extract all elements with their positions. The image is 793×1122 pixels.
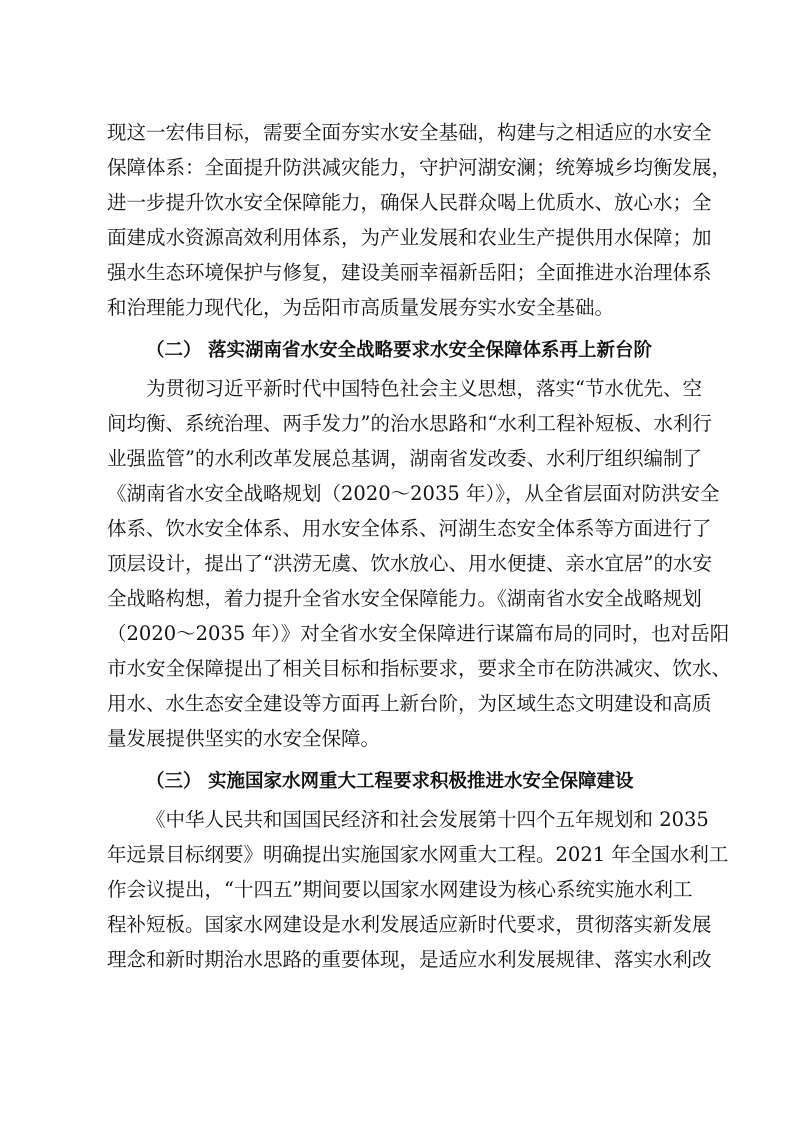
paragraph-3-line-1: 《中华人民共和国国民经济和社会发展第十四个五年规划和 2035 xyxy=(146,808,709,831)
paragraph-3-line-5: 理念和新时期治水思路的重要体现，是适应水利发展规律、落实水利改 xyxy=(107,948,712,971)
paragraph-3-line-3: 作会议提出，“十四五”期间要以国家水网建设为核心系统实施水利工 xyxy=(107,878,693,901)
section-heading-3: （三） 实施国家水网重大工程要求积极推进水安全保障建设 xyxy=(146,771,634,792)
paragraph-2-line-9: 市水安全保障提出了相关目标和指标要求，要求全市在防洪减灾、饮水、 xyxy=(107,657,732,680)
paragraph-3-line-2: 年远景目标纲要》明确提出实施国家水网重大工程。2021 年全国水利工 xyxy=(107,843,729,866)
paragraph-1-line-6: 和治理能力现代化，为岳阳市高质量发展夯实水安全基础。 xyxy=(107,296,615,319)
paragraph-2-line-4: 《湖南省水安全战略规划（2020～2035 年）》，从全省层面对防洪安全 xyxy=(107,482,720,505)
paragraph-1-line-2: 保障体系：全面提升防洪减灾能力，守护河湖安澜；统筹城乡均衡发展， xyxy=(107,156,732,179)
paragraph-2-line-11: 量发展提供坚实的水安全保障。 xyxy=(107,727,381,750)
paragraph-2-line-1: 为贯彻习近平新时代中国特色社会主义思想，落实“节水优先、空 xyxy=(146,377,702,400)
paragraph-1-line-5: 强水生态环境保护与修复，建设美丽幸福新岳阳；全面推进水治理体系 xyxy=(107,261,712,284)
paragraph-2-line-5: 体系、饮水安全体系、用水安全体系、河湖生态安全体系等方面进行了 xyxy=(107,517,712,540)
paragraph-1-line-4: 面建成水资源高效利用体系，为产业发展和农业生产提供用水保障；加 xyxy=(107,226,712,249)
paragraph-1-line-1: 现这一宏伟目标，需要全面夯实水安全基础，构建与之相适应的水安全 xyxy=(107,121,712,144)
paragraph-2-line-2: 间均衡、系统治理、两手发力”的治水思路和“水利工程补短板、水利行 xyxy=(107,412,712,435)
paragraph-2-line-10: 用水、水生态安全建设等方面再上新台阶，为区域生态文明建设和高质 xyxy=(107,692,712,715)
paragraph-3-line-4: 程补短板。国家水网建设是水利发展适应新时代要求，贯彻落实新发展 xyxy=(107,913,712,936)
paragraph-2-line-8: （2020～2035 年）》对全省水安全保障进行谋篇布局的同时，也对岳阳 xyxy=(107,622,730,645)
paragraph-2-line-7: 全战略构想，着力提升全省水安全保障能力。《湖南省水安全战略规划 xyxy=(107,587,702,610)
paragraph-2-line-3: 业强监管”的水利改革发展总基调，湖南省发改委、水利厅组织编制了 xyxy=(107,447,702,470)
section-heading-2: （二） 落实湖南省水安全战略要求水安全保障体系再上新台阶 xyxy=(146,340,652,361)
paragraph-1-line-3: 进一步提升饮水安全保障能力，确保人民群众喝上优质水、放心水；全 xyxy=(107,191,712,214)
paragraph-2-line-6: 顶层设计，提出了“洪涝无虞、饮水放心、用水便捷、亲水宜居”的水安 xyxy=(107,552,712,575)
